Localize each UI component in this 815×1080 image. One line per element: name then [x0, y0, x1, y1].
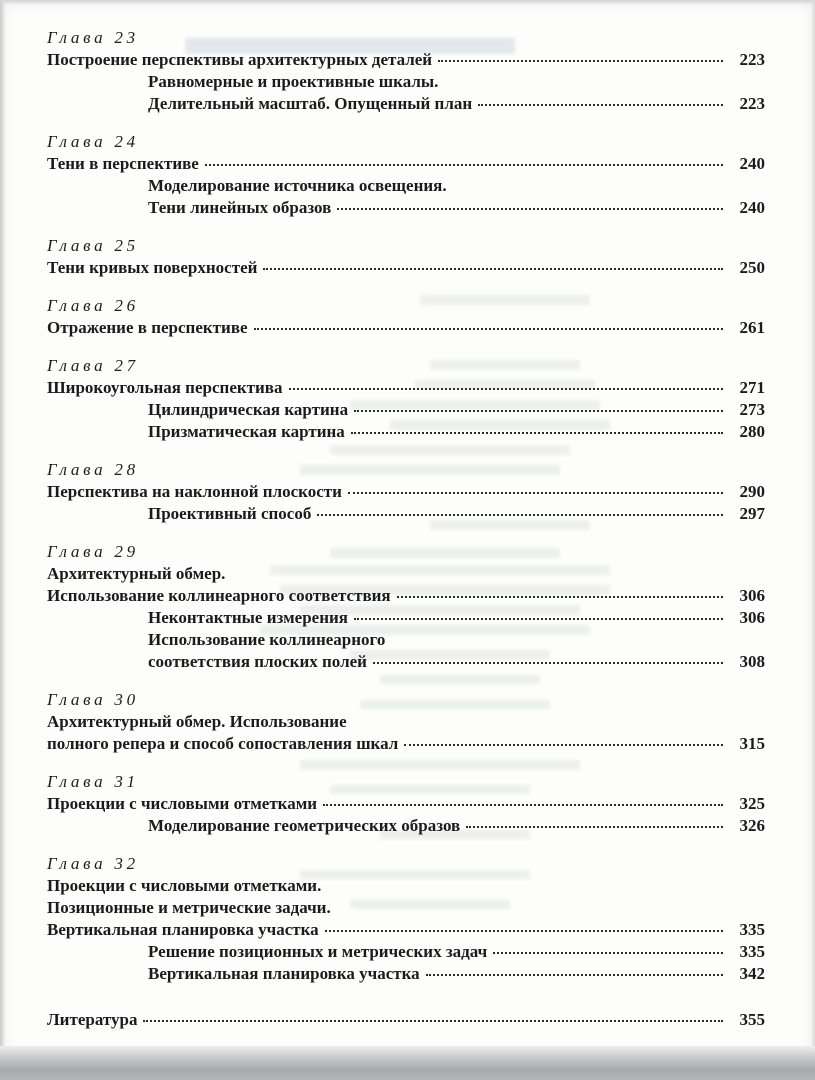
toc-entry [47, 1009, 765, 1031]
toc-section [47, 234, 765, 279]
entry-title: Делительный масштаб. Опущенный план [148, 94, 473, 113]
page-number: 342 [739, 964, 765, 983]
entry-title: Проективный способ [148, 504, 312, 523]
toc-entry [47, 815, 765, 837]
entry-title: Решение позиционных и метрических задач [148, 942, 488, 961]
dot-leader [404, 744, 723, 746]
toc-entry [47, 711, 765, 733]
toc [47, 26, 765, 1046]
scan-edge-left [0, 0, 6, 1080]
page-number: 308 [739, 652, 765, 671]
dot-leader [426, 974, 723, 976]
toc-section [47, 770, 765, 837]
chapter-heading: Глава 26 [47, 296, 139, 315]
toc-section [47, 540, 765, 673]
entry-title: Использование коллинеарного соответствия [47, 586, 391, 605]
dot-leader [337, 208, 723, 210]
toc-entry [47, 93, 765, 115]
entry-title: Вертикальная планировка участка [148, 964, 420, 983]
entry-title: Отражение в перспективе [47, 318, 248, 337]
dot-leader [325, 930, 723, 932]
dot-leader [493, 952, 723, 954]
entry-title: Равномерные и проективные шкалы. [148, 72, 439, 91]
entry-title: Литература [47, 1010, 138, 1029]
toc-entry [47, 651, 765, 673]
toc-section [47, 130, 765, 219]
page-number: 315 [739, 734, 765, 753]
toc-entry [47, 793, 765, 815]
toc-entry [47, 421, 765, 443]
entry-title: Построение перспективы архитектурных деталей [47, 50, 433, 69]
dot-leader [478, 104, 723, 106]
page-number: 355 [739, 1010, 765, 1029]
entry-title: Проекции с числовыми отметками. [47, 876, 322, 895]
toc-entry [47, 733, 765, 755]
entry-title: Моделирование геометрических образов [148, 816, 461, 835]
chapter-heading: Глава 23 [47, 28, 139, 47]
page-number: 240 [739, 154, 765, 173]
page-number: 306 [739, 608, 765, 627]
dot-leader [354, 618, 723, 620]
page-number: 306 [739, 586, 765, 605]
toc-entry [47, 49, 765, 71]
dot-leader [263, 268, 723, 270]
toc-section [47, 294, 765, 339]
chapter-heading: Глава 32 [47, 854, 139, 873]
toc-entry [47, 153, 765, 175]
toc-entry [47, 963, 765, 985]
toc-section [47, 852, 765, 985]
dot-leader [397, 596, 723, 598]
entry-title: Моделирование источника освещения. [148, 176, 447, 195]
chapter-heading: Глава 25 [47, 236, 139, 255]
entry-title: Тени кривых поверхностей [47, 258, 258, 277]
page-number: 223 [739, 50, 765, 69]
entry-title: Архитектурный обмер. [47, 564, 226, 583]
page-number: 280 [739, 422, 765, 441]
toc-entry [47, 875, 765, 897]
toc-section [47, 1009, 765, 1031]
entry-title: Позиционные и метрические задачи. [47, 898, 331, 917]
chapter-heading: Глава 30 [47, 690, 139, 709]
entry-title: Вертикальная планировка участка [47, 920, 319, 939]
page-number: 335 [739, 942, 765, 961]
entry-title: полного репера и способ сопоставления шкал [47, 734, 399, 753]
page-number: 271 [739, 378, 765, 397]
toc-entry [47, 585, 765, 607]
chapter-heading: Глава 27 [47, 356, 139, 375]
toc-entry [47, 197, 765, 219]
dot-leader [348, 492, 723, 494]
scan-edge-right [811, 0, 815, 1080]
scan-edge-top [0, 0, 815, 5]
toc-entry [47, 503, 765, 525]
scan-edge-bottom [0, 1046, 815, 1080]
chapter-heading: Глава 24 [47, 132, 139, 151]
entry-title: Неконтактные измерения [148, 608, 348, 627]
dot-leader [466, 826, 723, 828]
dot-leader [289, 388, 724, 390]
chapter-heading: Глава 31 [47, 772, 139, 791]
dot-leader [254, 328, 723, 330]
page-number: 240 [739, 198, 765, 217]
toc-entry [47, 71, 765, 93]
page-number: 297 [739, 504, 765, 523]
toc-section [47, 458, 765, 525]
toc-entry [47, 629, 765, 651]
entry-title: Призматическая картина [148, 422, 345, 441]
entry-title: соответствия плоских полей [148, 652, 367, 671]
toc-entry [47, 607, 765, 629]
page-number: 273 [739, 400, 765, 419]
toc-entry [47, 317, 765, 339]
entry-title: Широкоугольная перспектива [47, 378, 283, 397]
entry-title: Тени линейных образов [148, 198, 332, 217]
entry-title: Цилиндрическая картина [148, 400, 349, 419]
dot-leader [351, 432, 723, 434]
page-number: 335 [739, 920, 765, 939]
page-number: 261 [739, 318, 765, 337]
entry-title: Архитектурный обмер. Использование [47, 712, 347, 731]
page-number: 325 [739, 794, 765, 813]
chapter-heading: Глава 28 [47, 460, 139, 479]
dot-leader [205, 164, 723, 166]
toc-entry [47, 377, 765, 399]
toc-section [47, 354, 765, 443]
entry-title: Тени в перспективе [47, 154, 199, 173]
entry-title: Проекции с числовыми отметками [47, 794, 318, 813]
dot-leader [373, 662, 723, 664]
dot-leader [143, 1020, 723, 1022]
entry-title: Перспектива на наклонной плоскости [47, 482, 342, 501]
toc-entry [47, 941, 765, 963]
toc-entry [47, 563, 765, 585]
dot-leader [317, 514, 723, 516]
toc-entry [47, 257, 765, 279]
page-number: 223 [739, 94, 765, 113]
toc-entry [47, 897, 765, 919]
toc-entry [47, 919, 765, 941]
toc-entry [47, 481, 765, 503]
chapter-heading: Глава 29 [47, 542, 139, 561]
toc-section [47, 688, 765, 755]
entry-title: Использование коллинеарного [148, 630, 386, 649]
page-number: 290 [739, 482, 765, 501]
dot-leader [323, 804, 723, 806]
page-number: 250 [739, 258, 765, 277]
toc-section [47, 26, 765, 115]
toc-entry [47, 399, 765, 421]
toc-entry [47, 175, 765, 197]
page-number: 326 [739, 816, 765, 835]
dot-leader [354, 410, 723, 412]
dot-leader [438, 60, 723, 62]
